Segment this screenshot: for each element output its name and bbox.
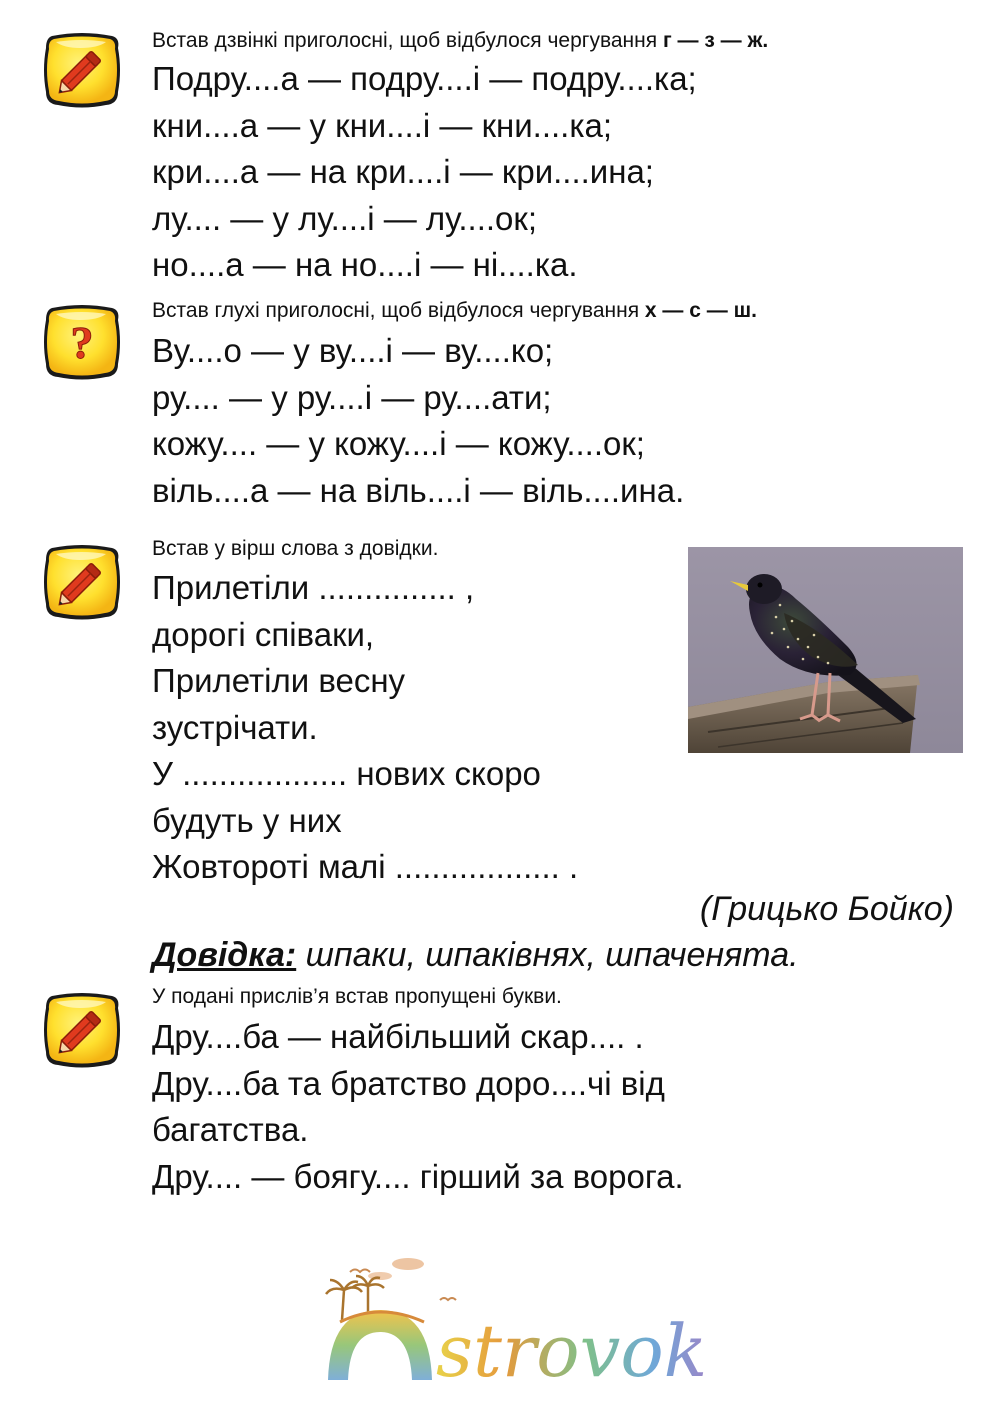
text-line: багатства. bbox=[152, 1111, 309, 1148]
text-line: ру.... — у ру....і — ру....ати; bbox=[152, 378, 552, 416]
poem-line: У .................. нових скоро bbox=[152, 755, 541, 792]
text-line: кни....а — у кни....і — кни....ка; bbox=[152, 106, 613, 144]
logo-graphic bbox=[320, 1250, 760, 1390]
text-line: віль....а — на віль....і — віль....ина. bbox=[152, 471, 685, 509]
poem-line: Прилетіли весну bbox=[152, 662, 406, 699]
exercise-3-badge bbox=[40, 540, 124, 624]
poem-line: будуть у них bbox=[152, 801, 342, 839]
poem-author: (Грицько Бойко) bbox=[699, 890, 954, 928]
reference-words: шпаки, шпаківнях, шпаченята. bbox=[296, 936, 799, 974]
text-line: Подру....а — подру....і — подру....ка; bbox=[152, 60, 697, 97]
pencil-icon bbox=[40, 988, 124, 1072]
reference-line bbox=[152, 936, 799, 975]
exercise-4-instruction: У подані прислів’я встав пропущені букви. bbox=[152, 985, 562, 1008]
logo-text: strovok bbox=[436, 1309, 708, 1390]
poem-line: Прилетіли ............... , bbox=[152, 569, 475, 606]
exercise-2-badge bbox=[40, 300, 124, 384]
exercise-1-instruction: Встав дзвінкі приголосні, щоб відбулося чергування г — з — ж. bbox=[152, 29, 769, 52]
text-line: Дру....ба — найбільший скар.... . bbox=[152, 1018, 644, 1055]
exercise-3-poem bbox=[152, 565, 578, 891]
reference-label: Довідка: bbox=[152, 936, 297, 974]
question-icon bbox=[40, 300, 124, 384]
text-line: лу.... — у лу....і — лу....ок; bbox=[152, 199, 538, 237]
exercise-1-badge bbox=[40, 28, 124, 112]
exercise-2-instruction: Встав глухі приголосні, щоб відбулося чергування х — с — ш. bbox=[152, 299, 757, 322]
text-line: кожу.... — у кожу....і — кожу....ок; bbox=[152, 425, 645, 462]
poem-line: зустрічати. bbox=[152, 708, 318, 746]
starling-bird-image bbox=[688, 547, 963, 753]
text-line: кри....а — на кри....і — кри....ина; bbox=[152, 153, 654, 190]
text-line: Дру.... — боягу.... гірший за ворога. bbox=[152, 1157, 684, 1195]
poem-line: дорогі співаки, bbox=[152, 615, 375, 653]
svg-text:?: ? bbox=[70, 317, 94, 368]
exercise-3-instruction: Встав у вірш слова з довідки. bbox=[152, 537, 439, 560]
poem-line: Жовтороті малі .................. . bbox=[152, 848, 579, 885]
text-line: Дру....ба та братство доро....чі від bbox=[152, 1064, 665, 1102]
exercise-2-lines bbox=[152, 328, 684, 514]
text-line: но....а — на но....і — ні....ка. bbox=[152, 246, 578, 283]
exercise-4-lines bbox=[152, 1014, 684, 1200]
ostrovok-logo bbox=[320, 1250, 760, 1390]
pencil-icon bbox=[40, 28, 124, 112]
exercise-1-lines bbox=[152, 56, 697, 289]
starling-photo bbox=[688, 547, 963, 753]
exercise-4-badge bbox=[40, 988, 124, 1072]
text-line: Ву....о — у ву....і — ву....ко; bbox=[152, 332, 554, 369]
pencil-icon bbox=[40, 540, 124, 624]
